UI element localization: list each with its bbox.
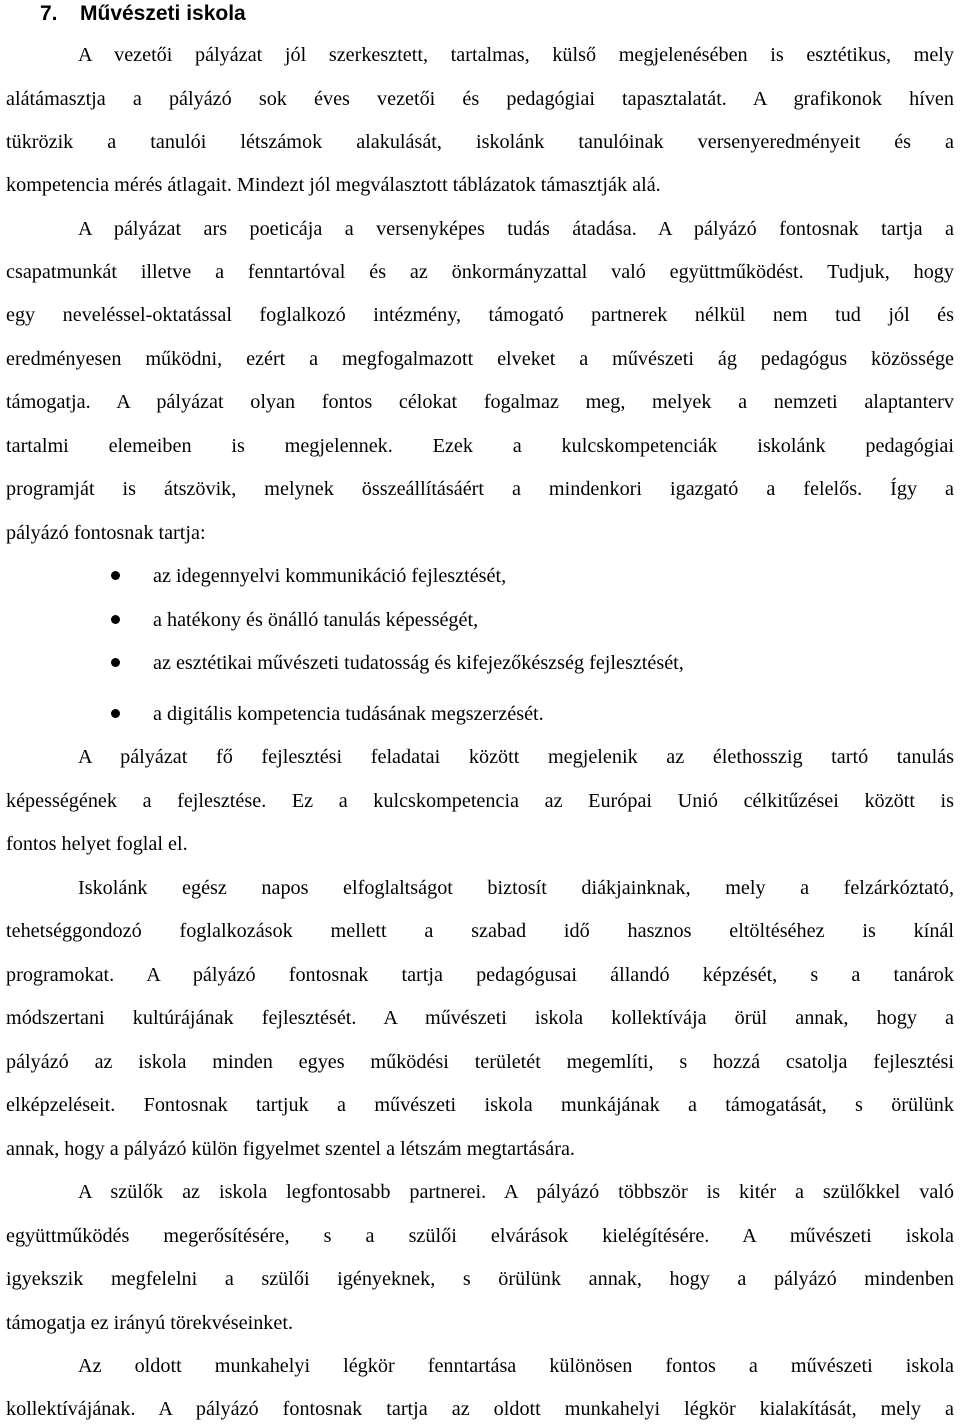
paragraph-line: programokat. A pályázó fontosnak tartja pedagógusai állandó képzését, s a tanárok — [6, 964, 954, 986]
paragraph-line: A pályázat ars poeticája a versenyképes tudás átadása. A pályázó fontosnak tartja a — [78, 218, 954, 240]
paragraph-line: programját is átszövik, melynek összeállításáért a mindenkori igazgató a felelős. Így a — [6, 478, 954, 500]
paragraph-line: Az oldott munkahelyi légkör fenntartása különösen fontos a művészeti iskola — [78, 1355, 954, 1377]
paragraph-line: elképzeléseit. Fontosnak tartjuk a művészeti iskola munkájának a támogatását, s örülünk — [6, 1094, 954, 1116]
paragraph-line: tehetséggondozó foglalkozások mellett a szabad idő hasznos eltöltéséhez is kínál — [6, 920, 954, 942]
section-number: 7. — [40, 2, 58, 25]
paragraph-line: kompetencia mérés átlagait. Mindezt jól megválasztott táblázatok támasztják alá. — [6, 174, 661, 196]
paragraph-line: támogatja ez irányú törekvéseinket. — [6, 1312, 293, 1334]
bullet-icon — [111, 658, 120, 667]
list-item-text: a digitális kompetencia tudásának megszerzését. — [153, 703, 544, 725]
paragraph-line: csapatmunkát illetve a fenntartóval és az önkormányzattal való együttműködést. Tudjuk, hogy — [6, 261, 954, 283]
paragraph-line: együttműködés megerősítésére, s a szülői elvárások kielégítésére. A művészeti iskola — [6, 1225, 954, 1247]
paragraph-line: pályázó fontosnak tartja: — [6, 522, 206, 544]
list-item-text: az esztétikai művészeti tudatosság és kifejezőkészség fejlesztését, — [153, 652, 684, 674]
paragraph-line: A szülők az iskola legfontosabb partnerei. A pályázó többször is kitér a szülőkkel való — [78, 1181, 954, 1203]
paragraph-line: fontos helyet foglal el. — [6, 833, 188, 855]
paragraph-line: Iskolánk egész napos elfoglaltságot biztosít diákjainknak, mely a felzárkóztató, — [78, 877, 954, 899]
list-item-text: az idegennyelvi kommunikáció fejlesztését, — [153, 565, 507, 587]
paragraph-line: annak, hogy a pályázó külön figyelmet szentel a létszám megtartására. — [6, 1138, 575, 1160]
paragraph-line: támogatja. A pályázat olyan fontos célokat fogalmaz meg, melyek a nemzeti alaptanterv — [6, 391, 954, 413]
paragraph-line: egy neveléssel-oktatással foglalkozó intézmény, támogató partnerek nélkül nem tud jól és — [6, 304, 954, 326]
paragraph-line: tartalmi elemeiben is megjelennek. Ezek a kulcskompetenciák iskolánk pedagógiai — [6, 435, 954, 457]
bullet-icon — [111, 709, 120, 718]
list-item-text: a hatékony és önálló tanulás képességét, — [153, 609, 479, 631]
paragraph-line: módszertani kultúrájának fejlesztését. A művészeti iskola kollektívája örül annak, hogy a — [6, 1007, 954, 1029]
paragraph-line: tükrözik a tanulói létszámok alakulását, iskolánk tanulóinak versenyeredményeit és a — [6, 131, 954, 153]
paragraph-line: alátámasztja a pályázó sok éves vezetői és pedagógiai tapasztalatát. A grafikonok híven — [6, 88, 954, 110]
paragraph-line: kollektívájának. A pályázó fontosnak tartja az oldott munkahelyi légkör kialakítását, mely a — [6, 1398, 954, 1420]
paragraph-line: képességének a fejlesztése. Ez a kulcskompetencia az Európai Unió célkitűzései között is — [6, 790, 954, 812]
section-heading — [40, 0, 246, 28]
section-title: Művészeti iskola — [80, 2, 246, 25]
paragraph-line: pályázó az iskola minden egyes működési területét megemlíti, s hozzá csatolja fejlesztési — [6, 1051, 954, 1073]
paragraph-line: A pályázat fő fejlesztési feladatai között megjelenik az élethosszig tartó tanulás — [78, 746, 954, 768]
paragraph-line: igyekszik megfelelni a szülői igényeknek, s örülünk annak, hogy a pályázó mindenben — [6, 1268, 954, 1290]
bullet-icon — [111, 615, 120, 624]
bullet-icon — [111, 571, 120, 580]
paragraph-line: eredményesen működni, ezért a megfogalmazott elveket a művészeti ág pedagógus közössége — [6, 348, 954, 370]
paragraph-line: A vezetői pályázat jól szerkesztett, tartalmas, külső megjelenésében is esztétikus, mely — [78, 44, 954, 66]
